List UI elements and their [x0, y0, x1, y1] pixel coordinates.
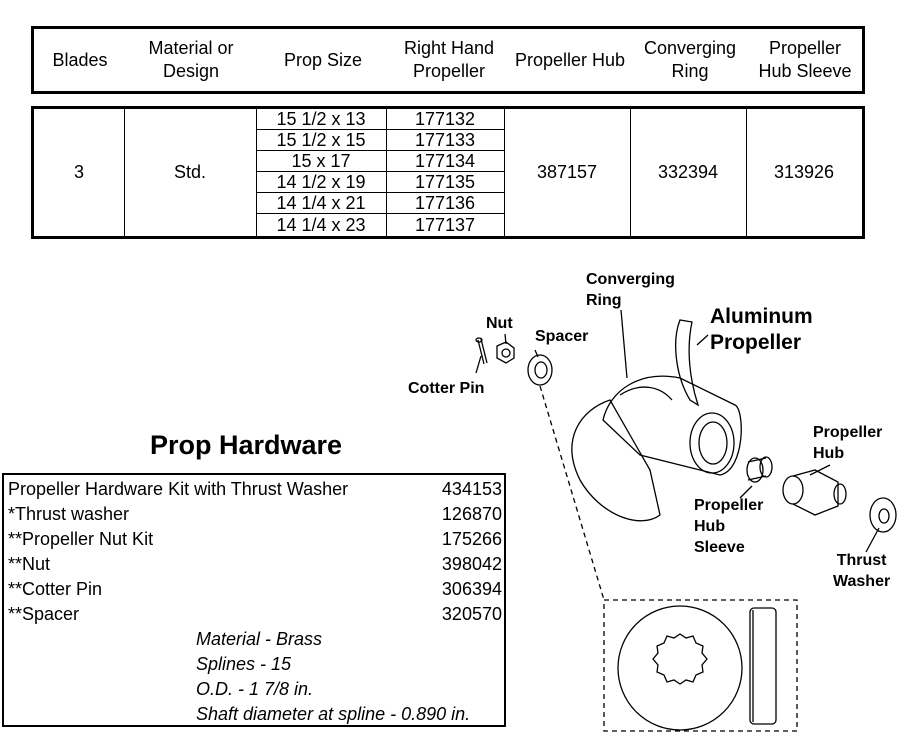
col-right-hand-propeller: Right Hand Propeller [403, 38, 495, 81]
hardware-name: **Spacer [8, 604, 80, 624]
hardware-name: **Propeller Nut Kit [8, 529, 154, 549]
prop-part-number: 177134 [414, 151, 476, 171]
label-aluminum-propeller: Aluminum Propeller [710, 305, 813, 354]
cell-hub-sleeve: 313926 [773, 162, 835, 182]
hardware-part-number: 434153 [441, 479, 502, 499]
col-converging-ring: Converging Ring [643, 38, 737, 81]
label-nut: Nut [486, 315, 513, 332]
prop-part-number: 177133 [414, 130, 476, 150]
spacer-drawing [528, 355, 552, 385]
col-material: Material or Design [148, 38, 234, 81]
cotter-pin-drawing [476, 338, 487, 364]
hardware-part-number: 320570 [441, 604, 502, 624]
propeller-hub-drawing [783, 470, 846, 515]
prop-part-number: 177135 [414, 172, 476, 192]
prop-size: 14 1/2 x 19 [276, 172, 366, 192]
prop-size: 15 1/2 x 15 [276, 130, 366, 150]
hardware-part-number: 175266 [441, 529, 502, 549]
prop-size: 14 1/4 x 21 [276, 193, 366, 213]
spec-od: O.D. - 1 7/8 in. [196, 679, 314, 699]
cell-converging-ring: 332394 [657, 162, 719, 182]
hardware-item [8, 602, 502, 627]
prop-hardware-list [2, 473, 506, 727]
prop-part-number: 177137 [414, 215, 476, 235]
prop-hardware-title: Prop Hardware [150, 430, 343, 460]
hardware-item [8, 552, 502, 577]
col-hub-sleeve: Propeller Hub Sleeve [758, 38, 852, 81]
label-propeller-hub: Propeller Hub [813, 424, 883, 462]
spacer-detail-drawing [618, 606, 776, 730]
hardware-part-number: 398042 [441, 554, 502, 574]
hardware-name: **Cotter Pin [8, 579, 103, 599]
hardware-part-number: 306394 [441, 579, 502, 599]
label-propeller-hub-sleeve: Propeller Hub Sleeve [694, 497, 764, 556]
hardware-item [8, 477, 502, 502]
prop-size: 15 x 17 [291, 151, 351, 171]
cell-material: Std. [173, 162, 207, 182]
hub-sleeve-drawing [747, 457, 772, 482]
hardware-item [8, 502, 502, 527]
col-blades: Blades [52, 49, 108, 70]
label-spacer: Spacer [535, 328, 589, 345]
spacer-detail-box [604, 600, 797, 731]
hardware-item [8, 527, 502, 552]
label-converging-ring: Converging Ring [586, 271, 675, 309]
prop-part-number: 177136 [414, 193, 476, 213]
label-thrust-washer: Thrust Washer [833, 552, 891, 590]
hardware-part-number: 126870 [441, 504, 502, 524]
prop-size: 14 1/4 x 23 [276, 215, 366, 235]
hardware-name: *Thrust washer [8, 504, 130, 524]
prop-part-number: 177132 [414, 109, 476, 129]
hardware-name: **Nut [8, 554, 51, 574]
prop-size: 15 1/2 x 13 [276, 109, 366, 129]
spec-splines: Splines - 15 [196, 654, 292, 674]
col-propeller-hub: Propeller Hub [514, 49, 626, 70]
col-prop-size: Prop Size [283, 49, 363, 70]
cell-propeller-hub: 387157 [536, 162, 598, 182]
thrust-washer-drawing [870, 498, 896, 532]
hardware-item [8, 577, 502, 602]
nut-drawing [497, 342, 514, 363]
spec-material: Material - Brass [196, 629, 323, 649]
cell-blades: 3 [73, 162, 84, 182]
spec-shaft-diameter: Shaft diameter at spline - 0.890 in. [196, 704, 471, 724]
label-cotter-pin: Cotter Pin [408, 380, 485, 397]
hardware-name: Propeller Hardware Kit with Thrust Washer [8, 479, 349, 499]
